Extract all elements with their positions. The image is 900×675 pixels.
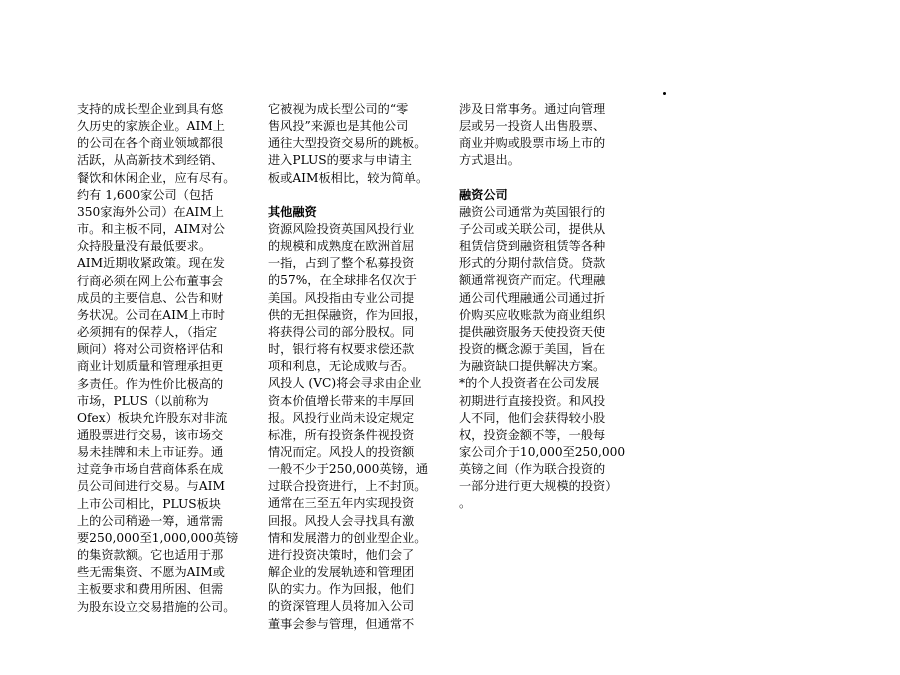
text-line: 风投人 (VC)将会寻求由企业 [268,376,422,391]
body-paragraph [268,101,448,187]
text-line: 时，银行将有权要求偿还款 [268,342,415,357]
text-line: AIM近期收紧政策。现在发 [77,256,225,271]
text-line: 将获得公司的部分股权。同 [268,324,415,339]
text-line: 人不同，他们会获得较小股 [459,410,606,425]
column-3 [459,101,644,513]
text-line: 为融资缺口提供解决方案。 [459,359,606,374]
text-line: 通常在三至五年内实现投资 [268,496,415,511]
text-line: 权，投资金额不等，一般每 [459,427,606,442]
text-line: 市。和主板不同，AIM对公 [77,222,225,237]
bullet-dot [663,92,666,95]
text-line: 过联合投资进行，上不封顶。 [268,479,427,494]
section-heading: 融资公司 [459,187,508,202]
body-paragraph [459,101,644,170]
text-line: 成员的主要信息、公告和财 [77,290,224,305]
text-line: 350家海外公司）在AIM上 [77,204,224,219]
text-line: Ofex）板块允许股东对非流 [77,410,228,425]
text-line: 进行投资决策时，他们会了 [268,547,415,562]
body-paragraph [77,101,257,616]
text-line: 形式的分期付款信贷。贷款 [459,256,606,271]
text-line: 的资深管理人员将加入公司 [268,599,415,614]
text-line: 主板要求和费用所困、但需 [77,582,224,597]
text-line: 方式退出。 [459,153,520,168]
text-line: 进入PLUS的要求与申请主 [268,153,412,168]
text-line: 的规模和成熟度在欧洲首屈 [268,239,415,254]
text-line: 通公司代理融通公司通过折 [459,290,606,305]
text-line: 活跃，从高新技术到经销、 [77,153,224,168]
text-line: 报。风投行业尚未设定规定 [268,410,415,425]
text-line: 约有 1,600家公司（包括 [77,187,214,202]
text-line: 商业并购或股票市场上市的 [459,136,606,151]
text-line: 价购买应收账款为商业组织 [459,307,606,322]
text-line: 项和利息，无论成败与否。 [268,359,415,374]
text-line: 资源风险投资英国风投行业 [268,221,415,236]
text-line: 行商必须在网上公布董事会 [77,273,224,288]
text-line: 家公司介于10,000至250,000 [459,444,626,459]
section-spacer [459,170,644,187]
text-line: 商业计划质量和管理承担更 [77,359,224,374]
text-line: 多责任。作为性价比极高的 [77,376,224,391]
text-line: 通往大型投资交易所的跳板。 [268,136,427,151]
text-line: 队的实力。作为回报，他们 [268,582,415,597]
text-line: 资本价值增长带来的丰厚回 [268,393,415,408]
text-line: 情况而定。风投人的投资额 [268,444,415,459]
text-line: 务状况。公司在AIM上市时 [77,307,225,322]
text-line: 。 [459,496,472,511]
text-line: 支持的成长型企业到具有悠 [77,102,224,116]
text-line: 标准，所有投资条件视投资 [268,427,415,442]
text-line: 板或AIM板相比，较为简单。 [268,170,429,185]
text-line: 一指，占到了整个私募投资 [268,256,415,271]
text-line: 众持股量没有最低要求。 [77,239,212,254]
text-line: 的公司在各个商业领域都很 [77,136,224,151]
text-line: 一部分进行更大规模的投资） [459,479,618,494]
column-2 [268,101,448,633]
text-line: 的57%，在全球排名仅次于 [268,273,417,288]
text-line: 必须拥有的保荐人，（指定 [77,325,218,340]
text-line: 涉及日常事务。通过向管理 [459,102,606,116]
text-line: 易未挂牌和未上市证券。通 [77,445,224,460]
text-line: 英镑之间（作为联合投资的 [459,462,606,477]
text-line: 回报。风投人会寻找具有激 [268,513,415,528]
text-line: 子公司或关联公司，提供从 [459,221,606,236]
text-line: 要250,000至1,000,000英镑 [77,530,239,545]
text-line: 一般不少于250,000英镑，通 [268,462,429,477]
text-line: 市场，PLUS（以前称为 [77,393,209,408]
section-spacer [268,187,448,204]
text-line: 初期进行直接投资。和风投 [459,393,606,408]
text-line: 董事会参与管理，但通常不 [268,616,415,631]
column-1 [77,101,257,616]
section-heading: 其他融资 [268,204,317,219]
text-line: 过竞争市场自营商体系在成 [77,462,224,477]
body-paragraph [268,221,448,633]
text-line: *的个人投资者在公司发展 [459,376,600,391]
text-line: 情和发展潜力的创业型企业。 [268,530,427,545]
text-line: 融资公司通常为英国银行的 [459,204,606,219]
text-line: 供的无担保融资，作为回报， [268,307,427,322]
text-line: 顾问）将对公司资格评估和 [77,342,224,357]
text-line: 额通常视资产而定。代理融 [459,273,606,288]
text-line: 提供融资服务天使投资天使 [459,324,606,339]
text-line: 为股东设立交易措施的公司。 [77,599,236,614]
text-line: 它被视为成长型公司的“零 [268,102,409,116]
text-line: 上市公司相比，PLUS板块 [77,496,221,511]
body-paragraph [459,204,644,513]
text-line: 投资的概念源于美国，旨在 [459,342,606,357]
text-line: 租赁信贷到融资租赁等各种 [459,239,606,254]
text-line: 久历史的家族企业。AIM上 [77,119,225,134]
text-line: 美国。风投指由专业公司提 [268,290,415,305]
text-line: 些无需集资、不愿为AIM或 [77,565,225,580]
text-line: 售风投”来源也是其他公司 [268,119,409,134]
text-line: 的集资款额。它也适用于那 [77,548,224,563]
text-line: 通股票进行交易，该市场交 [77,427,224,442]
text-line: 解企业的发展轨迹和管理团 [268,565,415,580]
text-line: 餐饮和休闲企业，应有尽有。 [77,170,236,185]
text-line: 上的公司稍逊一筹，通常需 [77,513,224,528]
text-line: 员公司间进行交易。与AIM [77,479,225,494]
text-line: 层或另一投资人出售股票、 [459,119,606,134]
